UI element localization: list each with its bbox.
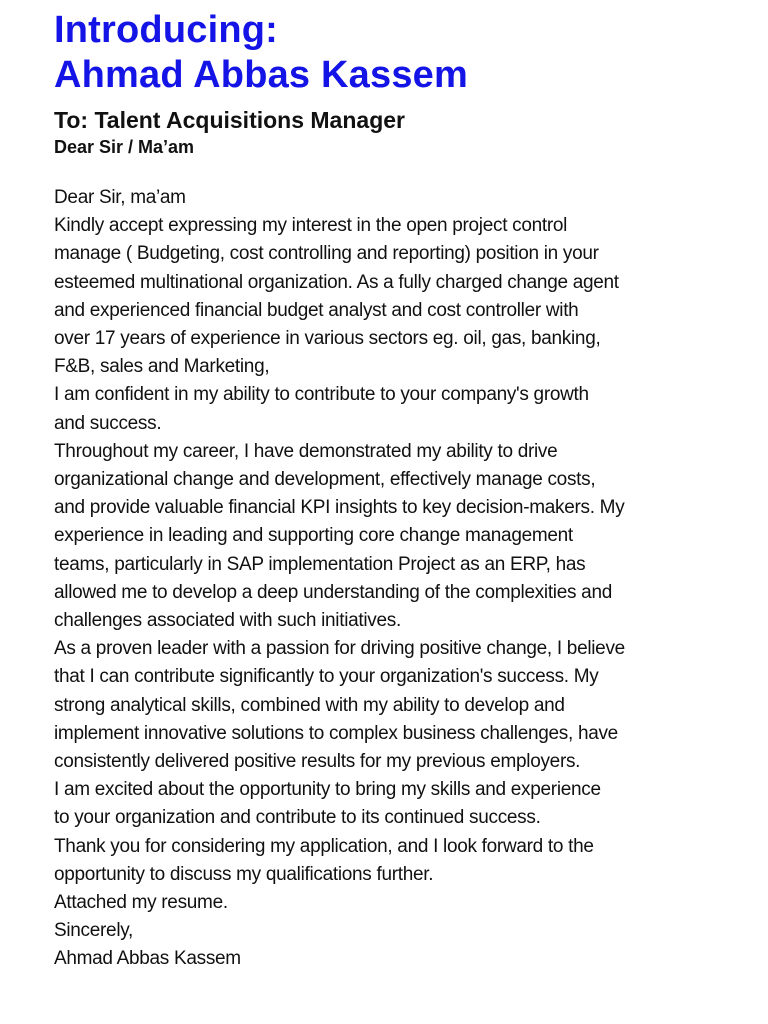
letter-line: Throughout my career, I have demonstrated my ability to drive [54, 440, 558, 462]
letter-line: teams, particularly in SAP implementation Project as an ERP, has [54, 553, 586, 575]
letter-line: and experienced financial budget analyst and cost controller with [54, 299, 579, 321]
letter-line: and success. [54, 412, 162, 434]
letter-line: F&B, sales and Marketing, [54, 356, 270, 378]
letter-line: esteemed multinational organization. As a fully charged change agent [54, 271, 619, 293]
headline-intro: Introducing: [54, 9, 279, 51]
letter-line: Thank you for considering my application, and I look forward to the [54, 835, 594, 857]
letter-line: Ahmad Abbas Kassem [54, 948, 241, 970]
letter-line: I am confident in my ability to contribute to your company's growth [54, 384, 589, 406]
letter-line: consistently delivered positive results for my previous employers. [54, 751, 581, 773]
salutation-heading: Dear Sir / Ma’am [54, 137, 195, 157]
letter-line: that I can contribute significantly to your organization's success. My [54, 666, 599, 688]
letter-line: implement innovative solutions to complex business challenges, have [54, 722, 618, 744]
letter-line: to your organization and contribute to its continued success. [54, 807, 541, 829]
letter-line: Dear Sir, ma’am [54, 187, 186, 208]
letter-line: As a proven leader with a passion for driving positive change, I believe [54, 638, 625, 660]
letter-line: manage ( Budgeting, cost controlling and reporting) position in your [54, 243, 599, 265]
recipient-line: To: Talent Acquisitions Manager [54, 107, 405, 133]
letter-body [54, 184, 754, 974]
letter-line: strong analytical skills, combined with my ability to develop and [54, 694, 565, 716]
cover-letter-page [54, 8, 754, 974]
letter-line: Kindly accept expressing my interest in the open project control [54, 215, 568, 237]
letter-line: Attached my resume. [54, 892, 228, 914]
letter-line: and provide valuable financial KPI insights to key decision-makers. My [54, 497, 625, 519]
letter-line: allowed me to develop a deep understanding of the complexities and [54, 581, 612, 603]
headline [54, 8, 754, 98]
headline-name: Ahmad Abbas Kassem [54, 54, 468, 96]
letter-line: challenges associated with such initiatives. [54, 610, 401, 632]
letter-line: experience in leading and supporting core change management [54, 525, 573, 547]
letter-line: I am excited about the opportunity to bring my skills and experience [54, 779, 601, 801]
letter-line: over 17 years of experience in various sectors eg. oil, gas, banking, [54, 328, 601, 350]
letter-line: organizational change and development, effectively manage costs, [54, 469, 596, 491]
letter-line: opportunity to discuss my qualifications further. [54, 863, 434, 885]
letter-line: Sincerely, [54, 920, 134, 942]
